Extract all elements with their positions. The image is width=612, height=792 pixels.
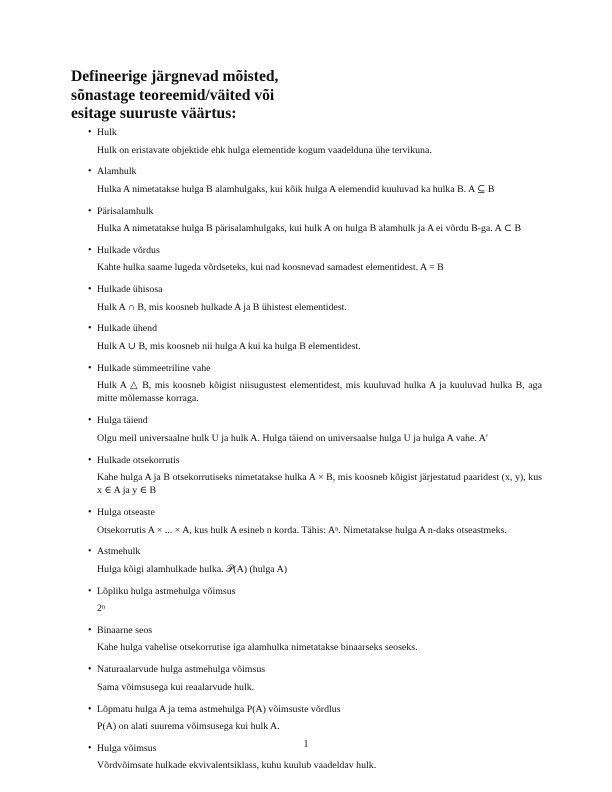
definition: Hulka A nimetatakse hulga B alamhulgaks, kui kõik hulga A elemendid kuuluvad ka hulka B. A ⊆ B (97, 183, 495, 195)
list-item (0, 362, 612, 406)
term: Alamhulk (97, 166, 137, 178)
term: Naturaalarvude hulga astmehulga võimsus (97, 664, 266, 676)
term: Lõpmatu hulga A ja tema astmehulga P(A) võimsuste võrdlus (97, 703, 341, 715)
term: Hulga täiend (97, 415, 148, 427)
definition: Hulk A △ B, mis koosneb kõigist niisugustest elementidest, mis kuuluvad hulka A ja kuuluvad hulka B, aga mitte mõlemasse korraga. (97, 380, 542, 405)
definition-list (0, 126, 612, 781)
term: Hulkade otsekorrutis (97, 454, 180, 466)
list-item (0, 624, 612, 655)
bullet-icon: • (88, 362, 92, 374)
definition: Hulka A nimetatakse hulga B pärisalamhulgaks, kui hulk A on hulga B alamhulk ja A ei võrdu B-ga. A ⊂ B (97, 223, 522, 235)
title-line: sõnastage teoreemid/väited või (71, 86, 275, 104)
definition: Võrdvõimsate hulkade ekvivalentsiklass, kuhu kuulub vaadeldav hulk. (97, 760, 377, 772)
term: Hulkade sümmeetriline vahe (97, 362, 211, 374)
list-item (0, 703, 612, 734)
bullet-icon: • (88, 244, 92, 256)
page-title (71, 68, 371, 124)
list-item (0, 322, 612, 353)
term: Hulga võimsus (97, 742, 157, 754)
list-item (0, 454, 612, 498)
bullet-icon: • (88, 415, 92, 427)
term: Hulkade võrdus (97, 244, 160, 256)
bullet-icon: • (88, 205, 92, 217)
list-item (0, 414, 612, 445)
term: Astmehulk (97, 546, 141, 558)
definition: Hulk A ∩ B, mis koosneb hulkade A ja B ühistest elementidest. (97, 301, 347, 313)
definition: Otsekorrutis A × ... × A, kus hulk A esineb n korda. Tähis: Aⁿ. Nimetatakse hulga A n-daks otseastmeks. (97, 524, 507, 536)
bullet-icon: • (88, 585, 92, 597)
definition: Hulga kõigi alamhulkade hulka. 𝒫(A) (hulga A) (97, 563, 288, 575)
bullet-icon: • (88, 664, 92, 676)
term: Hulk (97, 127, 117, 138)
definition: Olgu meil universaalne hulk U ja hulk A. Hulga täiend on universaalse hulga U ja hulga A vahe. A′ (97, 432, 489, 444)
term: Lõpliku hulga astmehulga võimsus (97, 585, 236, 597)
bullet-icon: • (88, 624, 92, 636)
title-line: esitage suuruste väärtus: (71, 105, 237, 122)
term: Hulkade ühisosa (97, 284, 163, 296)
definition: 2ⁿ (97, 603, 106, 615)
list-item (0, 205, 612, 236)
bullet-icon: • (88, 454, 92, 466)
list-item (0, 506, 612, 537)
page-number: 1 (303, 739, 309, 750)
bullet-icon: • (88, 166, 92, 178)
definition: Kahe hulga A ja B otsekorrutiseks nimetatakse hulka A × B, mis koosneb kõigist järjestatud paaridest (x, y), kus x ∈ A ja y ∈ B (97, 472, 542, 497)
definition: Kahte hulka saame lugeda võrdseteks, kui nad koosnevad samadest elementidest. A = B (97, 262, 444, 274)
list-item (0, 585, 612, 616)
term: Pärisalamhulk (97, 205, 154, 217)
bullet-icon: • (88, 284, 92, 296)
definition: P(A) on alati suurema võimsusega kui hulk A. (97, 721, 280, 733)
definition: Sama võimsusega kui reaalarvude hulk. (97, 681, 255, 693)
term: Hulga otseaste (97, 507, 155, 519)
bullet-icon: • (88, 323, 92, 335)
term: Binaarne seos (97, 624, 153, 636)
list-item (0, 126, 612, 157)
bullet-icon: • (88, 742, 92, 754)
definition: Hulk A ∪ B, mis koosneb nii hulga A kui ka hulga B elementidest. (97, 340, 361, 352)
bullet-icon: • (88, 546, 92, 558)
list-item (0, 165, 612, 196)
bullet-icon: • (88, 127, 92, 138)
list-item (0, 663, 612, 694)
definition: Kahe hulga vahelise otsekorrutise iga alamhulka nimetatakse binaarseks seoseks. (97, 642, 418, 654)
list-item (0, 244, 612, 275)
title-line: Defineerige järgnevad mõisted, (71, 68, 279, 85)
definition: Hulk on eristavate objektide ehk hulga elementide kogum vaadelduna ühe tervikuna. (97, 144, 432, 156)
bullet-icon: • (88, 507, 92, 519)
list-item (0, 545, 612, 576)
list-item (0, 283, 612, 314)
term: Hulkade ühend (97, 323, 158, 335)
bullet-icon: • (88, 703, 92, 715)
